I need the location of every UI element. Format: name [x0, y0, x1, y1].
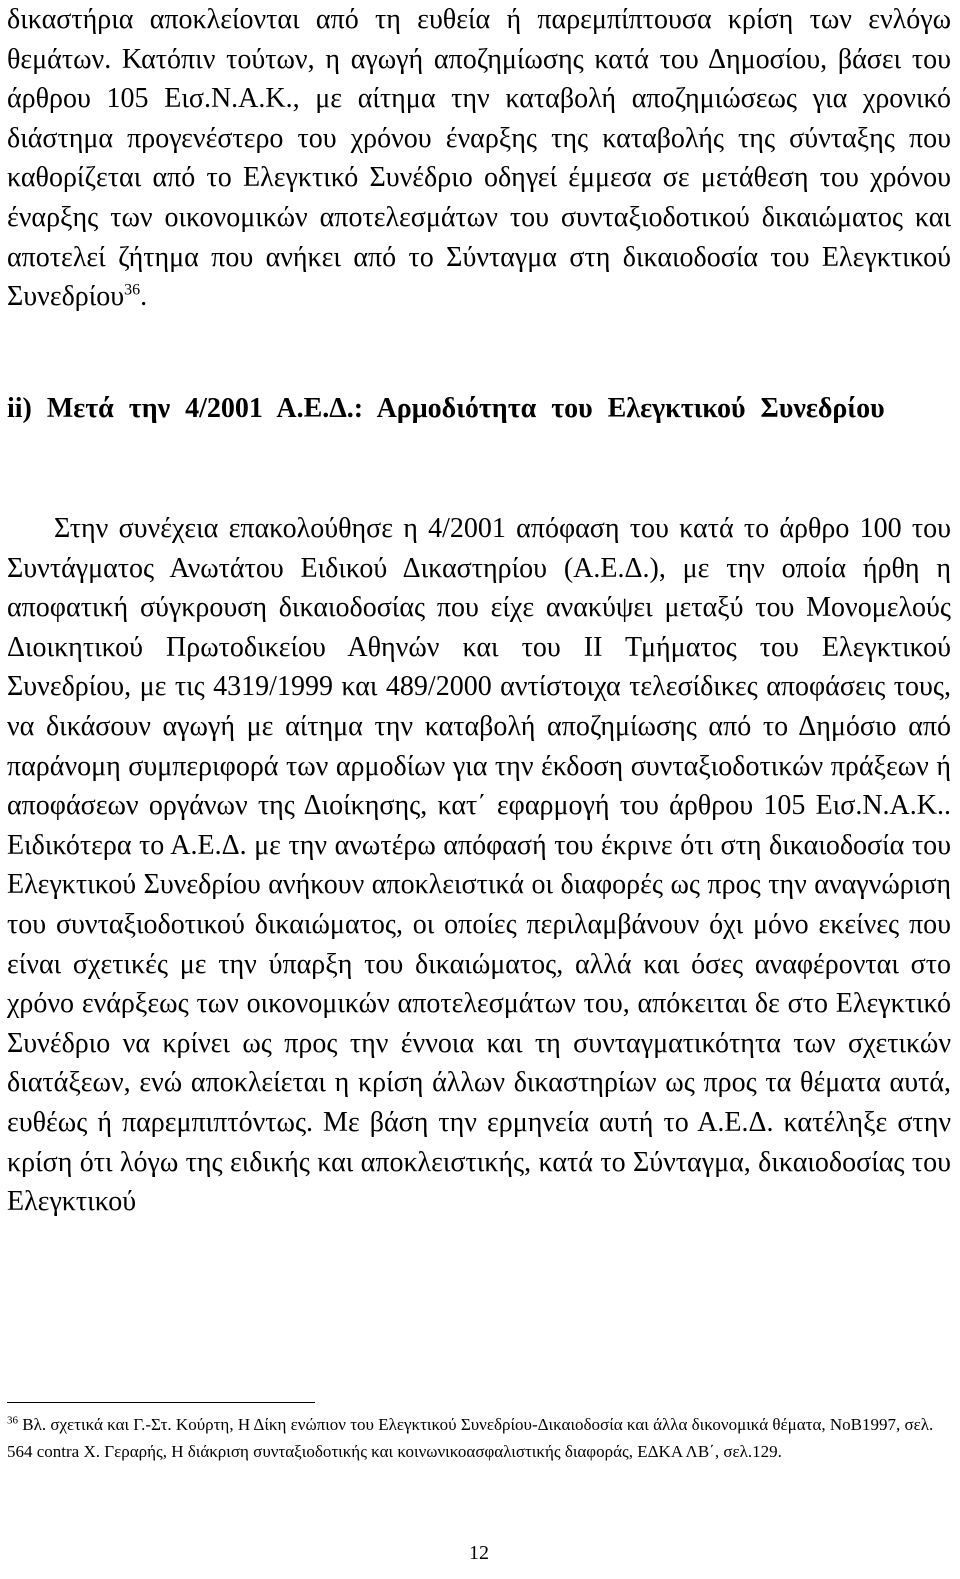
- paragraph-1: [7, 0, 951, 317]
- page-number: 12: [469, 1542, 489, 1564]
- footnote-reference: 36: [124, 281, 141, 299]
- paragraph-1-text: δικαστήρια αποκλείονται από τη ευθεία ή παρεμπίπτουσα κρίση των ενλόγω θεμάτων. Κατόπιν τούτων, η αγωγή αποζημίωσης κατά του Δημοσίου, βάσει του άρθρου 105 Εισ.Ν.Α.Κ., με αίτημα την καταβολή αποζημιώσεως για χρονικό διάστημα προγενέστερο του χρόνου έναρξης της καταβολής της σύνταξης που καθορίζεται από το Ελεγκτικό Συνέδριο οδηγεί έμμεσα σε μετάθεση του χρόνου έναρξης των οικονομικών αποτελεσμάτων του συνταξιοδοτικού δικαιώματος και αποτελεί ζήτημα που ανήκει από το Σύνταγμα στη δικαιοδοσία του Ελεγκτικού Συνεδρίου: [7, 4, 951, 313]
- footnote-number: 36: [7, 1414, 18, 1427]
- paragraph-1-end: .: [140, 281, 148, 313]
- footnote-divider: [7, 1402, 315, 1403]
- section-heading: ii) Μετά την 4/2001 Α.Ε.Δ.: Αρμοδιότητα του Ελεγκτικού Συνεδρίου: [7, 393, 885, 424]
- paragraph-2: Στην συνέχεια επακολούθησε η 4/2001 απόφαση του κατά το άρθρο 100 του Συντάγματος Ανωτάτου Ειδικού Δικαστηρίου (Α.Ε.Δ.), με την οποία ήρθη η αποφατική σύγκρουση δικαιοδοσίας που είχε ανακύψει μεταξύ του Μονομελούς Διοικητικού Πρωτοδικείου Αθηνών και του ΙΙ Τμήματος του Ελεγκτικού Συνεδρίου, με τις 4319/1999 και 489/2000 αντίστοιχα τελεσίδικες αποφάσεις τους, να δικάσουν αγωγή με αίτημα την καταβολή αποζημίωσης από το Δημόσιο από παράνομη συμπεριφορά των αρμοδίων για την έκδοση συνταξιοδοτικών πράξεων ή αποφάσεων οργάνων της Διοίκησης, κατ΄ εφαρμογή του άρθρου 105 Εισ.Ν.Α.Κ.. Ειδικότερα το Α.Ε.Δ. με την ανωτέρω απόφασή του έκρινε ότι στη δικαιοδοσία του Ελεγκτικού Συνεδρίου ανήκουν αποκλειστικά οι διαφορές ως προς την αναγνώριση του συνταξιοδοτικού δικαιώματος, οι οποίες περιλαμβάνουν όχι μόνο εκείνες που είναι σχετικές με την ύπαρξη του δικαιώματος, αλλά και όσες αναφέρονται στο χρόνο ενάρξεως των οικονομικών αποτελεσμάτων του, απόκειται δε στο Ελεγκτικό Συνέδριο να κρίνει ως προς την έννοια και τη συνταγματικότητα των σχετικών διατάξεων, ενώ αποκλείεται η κρίση άλλων δικαστηρίων ως προς τα θέματα αυτά, ευθέως ή παρεμπιπτόντως. Με βάση την ερμηνεία αυτή το Α.Ε.Δ. κατέληξε στην κρίση ότι λόγω της ειδικής και αποκλειστικής, κατά το Σύνταγμα, δικαιοδοσίας του Ελεγκτικού: [7, 513, 951, 1218]
- footnote: [7, 1411, 951, 1465]
- footnote-text: Βλ. σχετικά και Γ.-Στ. Κούρτη, Η Δίκη ενώπιον του Ελεγκτικού Συνεδρίου-Δικαιοδοσία και άλλα δικονομικά θέματα, ΝοΒ1997, σελ. 564 contra Χ. Γεραρής, Η διάκριση συνταξιοδοτικής και κοινωνικοασφαλιστικής διαφοράς, ΕΔΚΑ ΛΒ΄, σελ.129.: [7, 1415, 934, 1461]
